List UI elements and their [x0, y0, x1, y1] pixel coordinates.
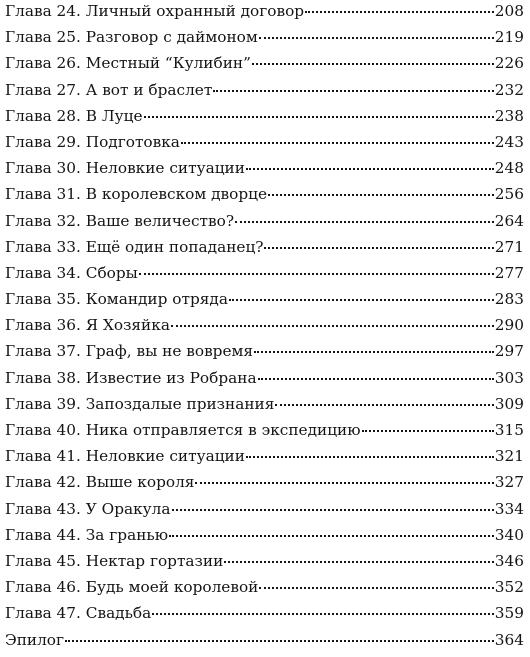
toc-entry-page-number: 309	[494, 394, 524, 413]
dot-leader	[171, 325, 494, 327]
toc-entry-title: Глава 28. В Луце	[5, 106, 143, 125]
toc-entry-page-number: 334	[494, 499, 524, 518]
toc-entry-title: Глава 29. Подготовка	[5, 132, 180, 151]
toc-entry-title: Глава 24. Личный охранный договор	[5, 2, 305, 20]
toc-entry-page-number: 219	[494, 28, 524, 47]
dot-leader	[235, 221, 494, 223]
toc-entry-page-number: 303	[494, 368, 524, 387]
toc-entry[interactable]	[0, 212, 530, 238]
toc-entry-title: Глава 33. Ещё один попаданец?	[5, 237, 264, 256]
toc-entry[interactable]	[0, 395, 530, 421]
dot-leader	[362, 430, 494, 432]
dot-leader	[259, 37, 494, 39]
toc-entry-title: Глава 27. А вот и браслет	[5, 80, 213, 99]
toc-entry-title: Глава 35. Командир отряда	[5, 290, 228, 309]
toc-entry-title: Глава 39. Запоздалые признания	[5, 394, 275, 413]
toc-entry[interactable]	[0, 369, 530, 395]
toc-entry[interactable]	[0, 238, 530, 264]
toc-entry[interactable]	[0, 54, 530, 80]
toc-entry-title: Глава 40. Ника отправляется в экспедицию	[5, 421, 361, 439]
toc-entry-page-number: 208	[494, 2, 524, 20]
toc-entry[interactable]	[0, 2, 530, 28]
toc-entry-page-number: 340	[494, 525, 524, 544]
toc-entry[interactable]	[0, 81, 530, 107]
toc-entry-title: Глава 42. Выше короля	[5, 473, 195, 492]
toc-entry-title: Эпилог	[5, 630, 65, 649]
toc-entry[interactable]	[0, 185, 530, 211]
dot-leader	[259, 587, 493, 589]
toc-entry-title: Глава 41. Неловкие ситуации	[5, 447, 245, 466]
dot-leader	[65, 640, 494, 642]
toc-entry-title: Глава 45. Нектар гортазии	[5, 551, 224, 570]
toc-entry-page-number: 352	[494, 578, 524, 597]
toc-entry-title: Глава 32. Ваше величество?	[5, 211, 235, 230]
toc-entry-page-number: 226	[494, 54, 524, 73]
toc-entry-page-number: 297	[494, 342, 524, 361]
toc-entry[interactable]	[0, 316, 530, 342]
toc-entry-page-number: 364	[494, 630, 524, 649]
toc-entry-page-number: 271	[494, 237, 524, 256]
dot-leader	[229, 299, 494, 301]
toc-entry[interactable]	[0, 500, 530, 526]
toc-entry[interactable]	[0, 28, 530, 54]
toc-entry-title: Глава 25. Разговор с даймоном	[5, 28, 258, 47]
toc-entry-title: Глава 38. Известие из Робрана	[5, 368, 257, 387]
dot-leader	[258, 378, 494, 380]
toc-entry-title: Глава 46. Будь моей королевой	[5, 578, 259, 597]
toc-entry-title: Глава 47. Свадьба	[5, 604, 152, 623]
dot-leader	[305, 11, 494, 13]
toc-entry[interactable]	[0, 133, 530, 159]
toc-entry-page-number: 256	[494, 185, 524, 204]
toc-entry-page-number: 327	[494, 473, 524, 492]
toc-entry-page-number: 264	[494, 211, 524, 230]
toc-entry[interactable]	[0, 447, 530, 473]
toc-entry[interactable]	[0, 526, 530, 552]
toc-entry-page-number: 346	[494, 551, 524, 570]
dot-leader	[139, 273, 494, 275]
toc-entry-page-number: 238	[494, 106, 524, 125]
toc-entry-title: Глава 44. За гранью	[5, 525, 169, 544]
toc-entry[interactable]	[0, 473, 530, 499]
toc-entry[interactable]	[0, 578, 530, 604]
toc-entry-page-number: 283	[494, 290, 524, 309]
toc-entry-page-number: 248	[494, 159, 524, 178]
toc-entry-page-number: 243	[494, 132, 524, 151]
toc-entry-title: Глава 31. В королевском дворце	[5, 185, 268, 204]
toc-entry[interactable]	[0, 631, 530, 657]
toc-entry-title: Глава 34. Сборы	[5, 263, 138, 282]
dot-leader	[224, 561, 494, 563]
dot-leader	[268, 194, 494, 196]
toc-entry-title: Глава 30. Неловкие ситуации	[5, 159, 245, 178]
dot-leader	[181, 142, 494, 144]
dot-leader	[254, 351, 494, 353]
dot-leader	[152, 613, 494, 615]
toc-entry[interactable]	[0, 421, 530, 447]
toc-entry-page-number: 232	[494, 80, 524, 99]
toc-entry[interactable]	[0, 604, 530, 630]
toc-entry-title: Глава 36. Я Хозяйка	[5, 316, 170, 335]
toc-entry[interactable]	[0, 107, 530, 133]
toc-entry[interactable]	[0, 159, 530, 185]
dot-leader	[172, 509, 494, 511]
toc-entry-page-number: 359	[494, 604, 524, 623]
dot-leader	[195, 482, 493, 484]
dot-leader	[264, 247, 493, 249]
dot-leader	[246, 456, 494, 458]
toc-entry-title: Глава 43. У Оракула	[5, 499, 171, 518]
toc-entry-page-number: 290	[494, 316, 524, 335]
dot-leader	[144, 116, 494, 118]
toc-entry-page-number: 315	[494, 421, 524, 439]
toc-entry-title: Глава 26. Местный “Кулибин”	[5, 54, 251, 73]
toc-entry-page-number: 321	[494, 447, 524, 466]
toc-entry[interactable]	[0, 264, 530, 290]
toc-entry[interactable]	[0, 290, 530, 316]
toc-entry-title: Глава 37. Граф, вы не вовремя	[5, 342, 254, 361]
toc-entry[interactable]	[0, 342, 530, 368]
dot-leader	[252, 63, 494, 65]
toc-entry-page-number: 277	[494, 263, 524, 282]
dot-leader	[246, 168, 494, 170]
dot-leader	[169, 535, 494, 537]
dot-leader	[275, 404, 493, 406]
toc-entry[interactable]	[0, 552, 530, 578]
dot-leader	[213, 90, 493, 92]
